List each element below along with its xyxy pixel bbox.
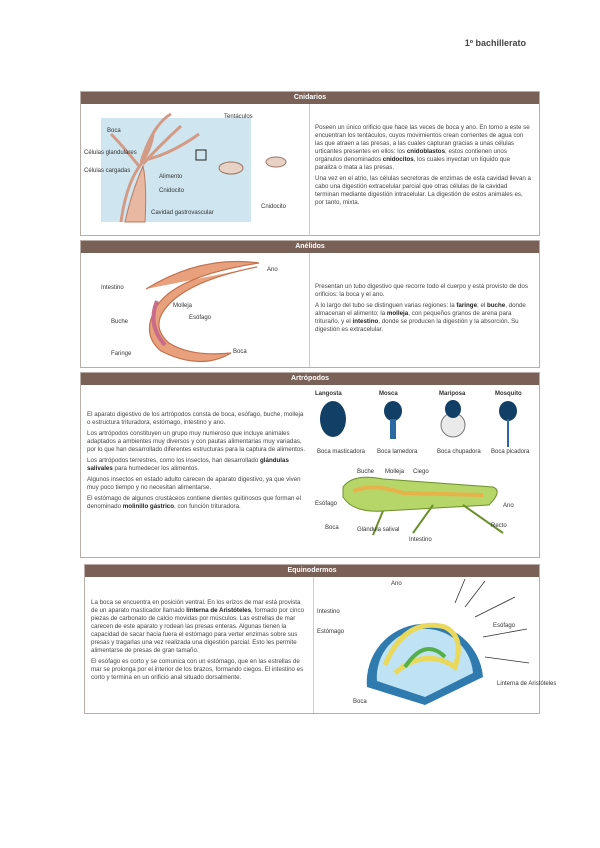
section-title: Anélidos [81,241,539,253]
mouth-title-1: Mosca [379,391,398,397]
artropodos-paragraph-2: Los artrópodos constituyen un grupo muy numeroso que incluye animales adaptados a ambientes muy diversos y con pautas alimentarias muy variadas, por lo que han desarrollado diferentes estructuras para la captura de alimentos. [87,430,306,453]
cnidarios-paragraph-2: Una vez en el atrio, las células secretoras de enzimas de esta cavidad llevan a cabo una digestión extracelular parcial que otras células de la cavidad terminan mediante digestión intracelular. La digestión de estos animales es, por tanto, mixta. [315,175,531,206]
label-esofago: Esófago [315,501,338,507]
label-buche: Buche [357,469,375,475]
section-anelidos [80,240,540,368]
label-boca: Boca [353,699,367,705]
equinodermos-text [91,599,309,685]
insect-illustration [313,387,539,557]
label-ano: Ano [503,503,514,509]
label-alimento: Alimento [159,174,183,180]
label-boca: Boca [233,349,247,355]
section-artropodos [80,372,540,558]
label-celulas-glandulares: Células glandulares [84,150,137,156]
label-tentaculos: Tentáculos [224,114,253,120]
artropodos-paragraph-4: Algunos insectos en estado adulto carecen de aparato digestivo, ya que viven muy poco tiempo y no necesitan alimentarse. [87,476,301,491]
label-recto: Recto [491,523,507,529]
artropodos-paragraph-5: El estómago de algunos crustáceos contiene dientes quitinosos que forman el denominado molinillo gástrico, con función trituradora. [87,495,301,510]
label-molleja: Molleja [173,303,193,309]
label-estomago: Estómago [317,629,345,635]
mouth-types [315,391,530,455]
mouth-label-2: Boca chupadora [437,449,481,455]
anelidos-paragraph-2: A lo largo del tubo se distinguen varias regiones: la faringe; el buche, donde almacenan el alimento; la molleja, con pequeños granos de arena para triturarlo, y el intestino, donde se producen la digestión y la absorción. Su digestión es extracelular. [315,302,526,333]
label-intestino: Intestino [317,609,340,615]
label-cavidad: Cavidad gastrovascular [151,210,214,216]
mouth-title-0: Langosta [315,391,342,397]
mouth-label-0: Boca masticadora [317,449,366,455]
label-esofago: Esófago [493,623,516,629]
section-title: Artrópodos [81,373,539,385]
mouth-label-3: Boca picadora [491,449,530,455]
section-title: Equinodermos [85,565,539,577]
equinodermos-paragraph-2: El esófago es corto y se comunica con un estómago, que en las estrellas de mar se prolonga por el interior de los brazos, formando ciegos. El intestino es corto y termina en un orificio anal situado dorsalmente. [91,658,304,681]
course-header: 1º bachillerato [464,38,526,48]
label-boca: Boca [325,525,339,531]
label-buche: Buche [111,319,129,325]
artropodos-paragraph-1: El aparato digestivo de los artrópodos consta de boca, esófago, buche, molleja o estructura trituradora, estómago, intestino y ano. [87,411,304,426]
sea-urchin-illustration [315,577,557,713]
cnidarios-text [315,124,533,210]
label-faringe: Faringe [111,351,132,357]
label-cnidocito: Cnidocito [261,204,287,210]
label-intestino: Intestino [409,537,432,543]
cnidaria-illustration [81,104,307,235]
anelidos-text [315,283,533,337]
mouth-label-1: Boca lamedora [377,449,418,455]
section-equinodermos [84,564,557,714]
label-celulas-cargadas: Células cargadas [84,168,131,174]
label-linterna: Linterna de Aristóteles [497,681,557,687]
label-cnidocito-body: Cnidocito [159,188,185,194]
earthworm-illustration [81,253,307,367]
mouth-title-2: Mariposa [439,391,466,397]
label-ano: Ano [267,267,278,273]
label-ciego: Ciego [413,469,429,475]
mouth-title-3: Mosquito [495,391,522,397]
section-title: Cnidarios [81,92,539,104]
label-molleja: Molleja [385,469,405,475]
label-boca: Boca [107,128,121,134]
artropodos-paragraph-3: Los artrópodos terrestres, como los insectos, han desarrollado glándulas salivales para humedecer los alimentos. [87,457,289,472]
anelidos-paragraph-1: Presentan un tubo digestivo que recorre todo el cuerpo y está provisto de dos orificios: la boca y el ano. [315,283,528,298]
label-ano: Ano [391,581,402,587]
equinodermos-paragraph-1: La boca se encuentra en posición ventral. En los erizos de mar está provista de un aparato masticador llamado linterna de Aristóteles, formado por cinco piezas de carbonato de calcio movidas por músculos. Las estrellas de mar carecen de este aparato y rodean las presas enteras. Algunas tienen la capacidad de sacar hacia fuera el estómago para verter enzimas sobre sus presas y tragarlas una vez realizada una digestión parcial. Esto les permite alimentarse de presas de gran tamaño. [91,599,305,654]
label-intestino: Intestino [101,285,124,291]
section-cnidarios [80,91,540,236]
cnidarios-paragraph-1: Poseen un único orificio que hace las veces de boca y ano. En torno a este se encuentran los tentáculos, cuyos movimientos crean corrientes de agua con las que atraen a las presas, a las cuales capturan gracias a unas células urticantes presentes en ellos: los cnidoblastos; estos contienen unos orgánulos denominados cnidocitos, los cuales inyectan un líquido que paraliza o mata a las presas. [315,124,530,171]
label-esofago: Esófago [189,315,212,321]
artropodos-text [87,411,307,514]
label-glandula: Glándula salival [357,527,400,533]
